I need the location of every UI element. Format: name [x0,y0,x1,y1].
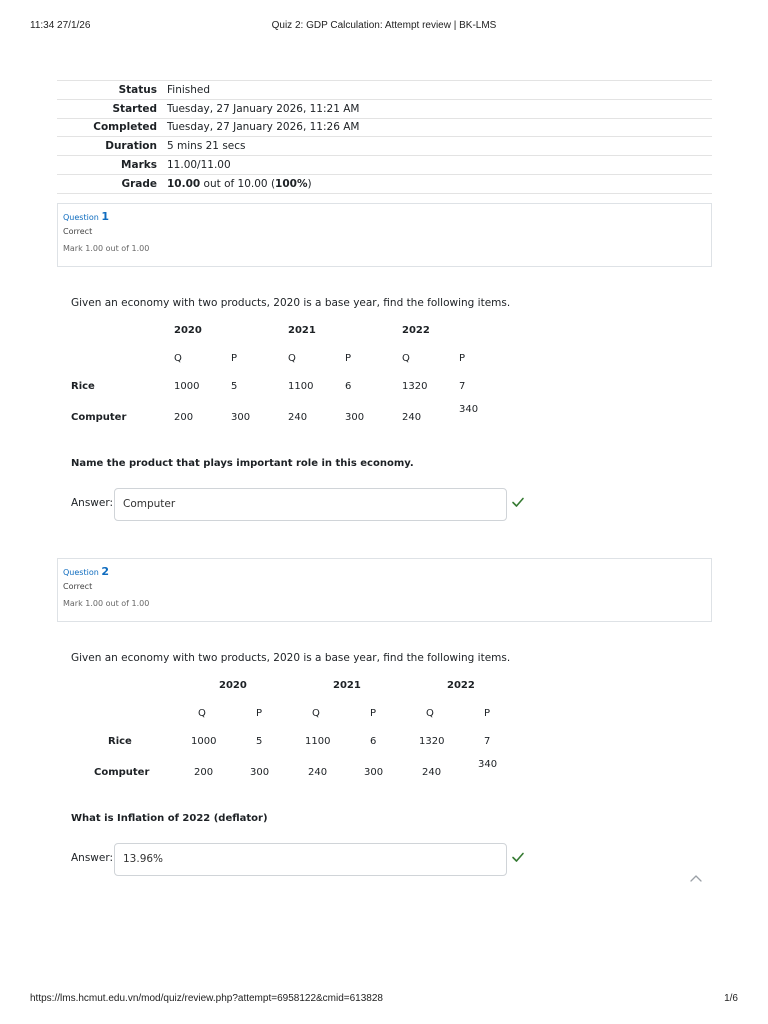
summary-label: Duration [57,137,162,156]
summary-value [162,174,712,193]
chevron-up-icon[interactable] [689,873,703,883]
summary-row-duration [57,137,712,156]
table-cell: 7 [459,381,466,392]
table-cell: 300 [364,767,384,778]
row-label-rice: Rice [108,736,132,747]
table-cell: 5 [256,736,263,747]
question-number [63,565,706,578]
answer-input[interactable]: Computer [114,488,507,521]
checkmark-icon [511,850,525,864]
summary-label: Completed [57,118,162,137]
question-state: Correct [63,227,93,236]
q-header: Q [174,353,182,364]
year-header: 2021 [333,680,361,691]
table-cell: 5 [231,381,238,392]
table-cell: 1320 [402,381,428,392]
table-cell: 200 [174,412,194,423]
row-label-computer: Computer [94,767,150,778]
grade-out-of: out of 10.00 ( [200,177,276,190]
q-header: Q [426,708,434,719]
attempt-summary-table [57,80,712,194]
checkmark-icon [511,495,525,509]
table-cell: 200 [194,767,214,778]
q-header: Q [312,708,320,719]
summary-value: 11.00/11.00 [162,156,712,175]
question-grade: Mark 1.00 out of 1.00 [63,244,150,253]
summary-row-completed [57,118,712,137]
question-2-text: Given an economy with two products, 2020 is a base year, find the following items. [71,652,511,664]
q-header: Q [198,708,206,719]
grade-percent: 100% [275,177,308,190]
p-header: P [484,708,491,719]
summary-row-marks [57,156,712,175]
question-grade: Mark 1.00 out of 1.00 [63,599,150,608]
table-cell: 300 [250,767,270,778]
summary-row-status [57,81,712,100]
answer-label: Answer: [71,852,114,864]
print-page-number: 1/6 [724,993,738,1004]
answer-input[interactable]: 13.96% [114,843,507,876]
table-cell: 240 [422,767,442,778]
table-cell: 1320 [419,736,445,747]
print-title: Quiz 2: GDP Calculation: Attempt review | BK-LMS [271,20,497,31]
table-cell: 340 [478,759,498,770]
summary-value: Tuesday, 27 January 2026, 11:26 AM [162,118,712,137]
summary-row-grade [57,174,712,193]
table-cell: 240 [402,412,422,423]
question-number-value: 1 [101,210,109,223]
summary-value: Finished [162,81,712,100]
table-cell: 1000 [174,381,200,392]
grade-close: ) [307,177,312,190]
answer-label: Answer: [71,497,114,509]
question-state: Correct [63,582,93,591]
print-url[interactable]: https://lms.hcmut.edu.vn/mod/quiz/review.php?attempt=6958122&cmid=613828 [30,993,383,1004]
table-cell: 300 [231,412,251,423]
year-header: 2020 [219,680,247,691]
p-header: P [256,708,263,719]
question-1-answer-row [71,488,541,521]
question-label: Question [63,213,99,222]
question-2-answer-row [71,843,541,876]
table-cell: 340 [459,404,479,415]
table-cell: 240 [308,767,328,778]
summary-label: Status [57,81,162,100]
p-header: P [345,353,352,364]
question-label: Question [63,568,99,577]
summary-label: Grade [57,174,162,193]
question-1-info [57,203,712,267]
table-cell: 1100 [288,381,314,392]
question-number [63,210,706,223]
question-2-info [57,558,712,622]
question-2-prompt: What is Inflation of 2022 (deflator) [71,813,268,824]
q-header: Q [402,353,410,364]
p-header: P [370,708,377,719]
summary-label: Started [57,99,162,118]
summary-value: Tuesday, 27 January 2026, 11:21 AM [162,99,712,118]
row-label-rice: Rice [71,381,95,392]
year-header: 2021 [288,325,316,336]
p-header: P [459,353,466,364]
summary-label: Marks [57,156,162,175]
q-header: Q [288,353,296,364]
row-label-computer: Computer [71,412,127,423]
table-cell: 300 [345,412,365,423]
year-header: 2022 [447,680,475,691]
table-cell: 1000 [191,736,217,747]
table-cell: 6 [370,736,377,747]
table-cell: 240 [288,412,308,423]
table-cell: 7 [484,736,491,747]
summary-value: 5 mins 21 secs [162,137,712,156]
table-cell: 6 [345,381,352,392]
print-datetime: 11:34 27/1/26 [30,20,91,31]
year-header: 2020 [174,325,202,336]
grade-score: 10.00 [167,177,201,190]
table-cell: 1100 [305,736,331,747]
p-header: P [231,353,238,364]
question-1-prompt: Name the product that plays important role in this economy. [71,458,414,469]
year-header: 2022 [402,325,430,336]
summary-row-started [57,99,712,118]
question-number-value: 2 [101,565,109,578]
question-1-text: Given an economy with two products, 2020 is a base year, find the following items. [71,297,511,309]
